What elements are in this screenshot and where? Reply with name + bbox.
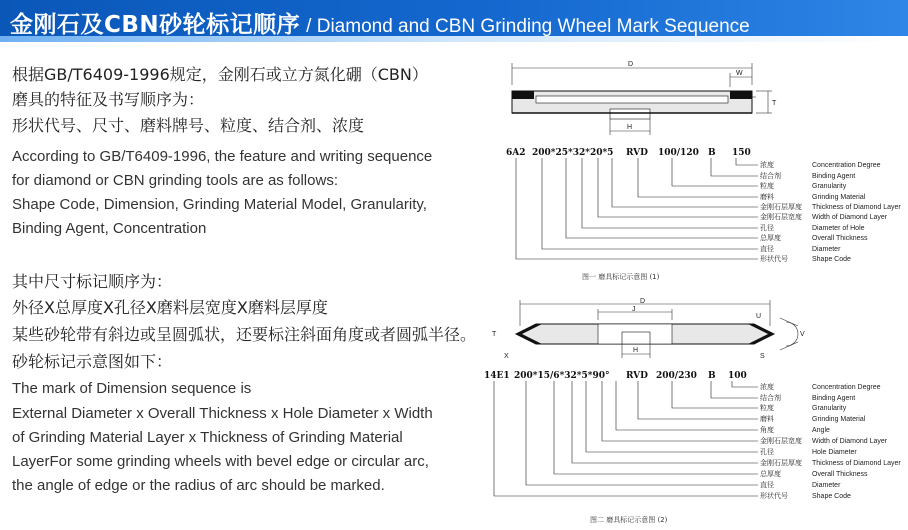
d1-code-concentration: 150 xyxy=(732,148,751,158)
d1-code-granularity: 100/120 xyxy=(658,148,699,158)
d1-label-cn: 直径 xyxy=(760,245,774,253)
d2-code-material: RVD xyxy=(626,371,648,381)
s1-en-line-4: Binding Agent, Concentration xyxy=(12,220,207,237)
d1-code-shape: 6A2 xyxy=(506,148,526,158)
s1-cn-line-3: 形状代号、尺寸、磨料牌号、粒度、结合剂、浓度 xyxy=(12,116,365,135)
d1-code-material: RVD xyxy=(626,148,648,158)
d2-label-en: Overall Thickness xyxy=(812,471,868,478)
d2-label-cn: 浓度 xyxy=(760,383,774,391)
d1-code xyxy=(506,148,751,158)
title-english: / Diamond and CBN Grinding Wheel Mark Sequence xyxy=(306,16,750,37)
d2-dim-H: H xyxy=(633,347,639,354)
title-banner xyxy=(0,0,908,42)
d2-label-cn: 孔径 xyxy=(760,448,774,456)
d1-dim-D: D xyxy=(628,61,634,68)
d2-label-en: Binding Agent xyxy=(812,395,856,402)
s2-cn-line-4: 砂轮标记示意图如下： xyxy=(12,352,173,371)
d1-label-en: Diameter of Hole xyxy=(812,225,865,232)
d1-dim-H: H xyxy=(627,124,633,131)
d2-label-en: Concentration Degree xyxy=(812,384,881,391)
d2-code-concentration: 100 xyxy=(728,371,747,381)
s2-cn-line-1: 其中尺寸标记顺序为： xyxy=(12,272,173,291)
d2-label-cn: 直径 xyxy=(760,481,774,489)
d1-label-en: Width of Diamond Layer xyxy=(812,214,888,221)
d1-dim-W: W xyxy=(736,70,743,77)
d1-code-bond: B xyxy=(708,148,716,158)
d2-dim-X: X xyxy=(504,353,509,360)
d2-label-cn: 总厚度 xyxy=(760,470,781,478)
d2-label-cn: 形状代号 xyxy=(760,492,788,500)
d2-labels xyxy=(760,382,901,500)
d2-label-cn: 金刚石层宽度 xyxy=(760,437,802,445)
d2-label-cn: 磨料 xyxy=(760,415,774,423)
d1-labels xyxy=(760,160,901,263)
d2-label-en: Thickness of Diamond Layer xyxy=(812,460,901,467)
d2-label-cn: 角度 xyxy=(760,426,774,434)
d1-dim-T: T xyxy=(772,100,777,107)
d1-label-en: Shape Code xyxy=(812,256,851,263)
d1-label-cn: 总厚度 xyxy=(760,234,781,242)
d2-dim-J: J xyxy=(632,306,636,313)
d1-label-en: Binding Agent xyxy=(812,173,856,180)
d2-dim-D: D xyxy=(640,298,646,305)
d2-dim-U: U xyxy=(756,313,762,320)
s2-en-line-4: LayerFor some grinding wheels with bevel edge or circular arc, xyxy=(12,453,429,470)
d1-label-en: Overall Thickness xyxy=(812,235,868,242)
d2-dim-S: S xyxy=(760,353,765,360)
d2-leader-lines xyxy=(494,381,758,496)
s1-en-line-2: for diamond or CBN grinding tools are as follows: xyxy=(12,172,338,189)
s1-en-line-1: According to GB/T6409-1996, the feature and writing sequence xyxy=(12,148,433,165)
s2-en-line-2: External Diameter x Overall Thickness x Hole Diameter x Width xyxy=(12,405,433,422)
d2-dim-T: T xyxy=(492,331,497,338)
d2-code xyxy=(484,371,747,381)
d2-label-cn: 金刚石层厚度 xyxy=(760,459,802,467)
wheel-diagram-1 xyxy=(490,55,908,285)
d2-code-dimension: 200*15/6*32*5*90° xyxy=(514,371,610,381)
s2-en-line-5: the angle of edge or the radius of arc should be marked. xyxy=(12,477,385,494)
wheel-diagram-2 xyxy=(480,296,908,530)
d2-code-granularity: 200/230 xyxy=(656,371,697,381)
d2-code-shape: 14E1 xyxy=(484,371,510,381)
d2-wheel-section xyxy=(516,324,774,344)
s1-en-line-3: Shape Code, Dimension, Grinding Material Model, Granularity, xyxy=(12,196,427,213)
d1-leader-lines xyxy=(516,158,758,259)
banner-title xyxy=(10,6,750,39)
d2-label-cn: 粒度 xyxy=(760,404,774,412)
d2-label-en: Hole Diameter xyxy=(812,449,857,456)
s1-cn-line-1: 根据GB/T6409-1996规定，金刚石或立方氮化硼（CBN） xyxy=(12,65,428,84)
d1-label-cn: 金刚石层宽度 xyxy=(760,213,802,221)
d2-label-en: Diameter xyxy=(812,482,841,489)
d1-label-en: Grinding Material xyxy=(812,194,866,201)
d1-label-en: Granularity xyxy=(812,183,847,190)
s2-cn-line-3: 某些砂轮带有斜边或呈圆弧状，还要标注斜面角度或者圆弧半径。 xyxy=(12,325,477,344)
s2-en-line-3: of Grinding Material Layer x Thickness of Grinding Material xyxy=(12,429,403,446)
d1-label-cn: 粒度 xyxy=(760,182,774,190)
d2-label-en: Shape Code xyxy=(812,493,851,500)
d2-label-en: Grinding Material xyxy=(812,416,866,423)
d1-label-cn: 形状代号 xyxy=(760,255,788,263)
title-chinese: 金刚石及CBN砂轮标记顺序 xyxy=(10,12,301,38)
d1-caption: 图一 磨具标记示意图 (1) xyxy=(582,273,660,281)
d1-label-en: Concentration Degree xyxy=(812,162,881,169)
d2-code-bond: B xyxy=(708,371,716,381)
d1-label-cn: 磨料 xyxy=(760,193,774,201)
d2-caption: 图二 磨具标记示意图 (2) xyxy=(590,516,668,524)
s2-en-line-1: The mark of Dimension sequence is xyxy=(12,380,252,397)
s2-cn-line-2: 外径X总厚度X孔径X磨料层宽度X磨料层厚度 xyxy=(12,298,328,317)
d1-label-cn: 金刚石层厚度 xyxy=(760,203,802,211)
d1-code-dimension: 200*25*32*20*5 xyxy=(532,148,614,158)
d2-label-en: Angle xyxy=(812,427,830,434)
d1-label-cn: 孔径 xyxy=(760,224,774,232)
d2-dim-angle: V xyxy=(800,331,805,338)
d1-label-cn: 浓度 xyxy=(760,161,774,169)
d1-label-cn: 结合剂 xyxy=(760,172,781,180)
d1-label-en: Thickness of Diamond Layer xyxy=(812,204,901,211)
d2-label-en: Width of Diamond Layer xyxy=(812,438,888,445)
d2-label-cn: 结合剂 xyxy=(760,394,781,402)
s1-cn-line-2: 磨具的特征及书写顺序为： xyxy=(12,90,205,109)
d1-wheel-section xyxy=(512,91,752,119)
d1-label-en: Diameter xyxy=(812,246,841,253)
d2-label-en: Granularity xyxy=(812,405,847,412)
